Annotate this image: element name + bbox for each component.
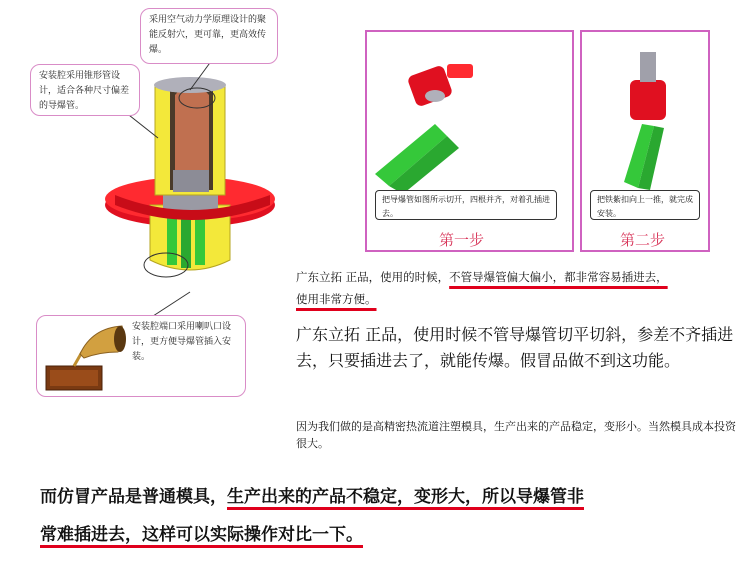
- paragraph-precision-mold: [296, 418, 736, 452]
- callout-tapered-cavity: [30, 64, 140, 116]
- paragraph-counterfeit: [40, 478, 720, 554]
- callout-horn-text: 安装腔端口采用喇叭口设计，更方便导爆管插入安装。: [132, 322, 232, 362]
- para1-tail: 使用非常方便。: [296, 292, 377, 306]
- para4-tail: 常难插进去，这样可以实际操作对比一下。: [40, 525, 363, 545]
- paragraph-easy-insert: [296, 266, 741, 310]
- callout-reflector-text: 采用空气动力学原理设计的聚能反射穴，更可靠，更高效传爆。: [149, 15, 267, 55]
- para4-highlight: 生产出来的产品不稳定，变形大，所以导爆管非: [227, 487, 584, 507]
- step-one-panel: [365, 30, 574, 252]
- gramophone-image: [42, 322, 130, 394]
- para4-lead: 而仿冒产品是普通模具，: [40, 487, 227, 507]
- step-one-label: 第一步: [439, 231, 485, 249]
- step-one-instruction: 把导爆管如图所示切开，四根并齐，对着孔插进去。: [382, 195, 550, 218]
- step-one-instruction-box: [375, 190, 557, 220]
- callout-tapered-text: 安装腔采用锥形管设计，适合各种尺寸偏差的导爆管。: [39, 71, 130, 111]
- para1-highlight: 不管导爆管偏大偏小，都非常容易插进去，: [449, 270, 668, 284]
- callout-reflector-cavity: [140, 8, 278, 64]
- step-two-label: 第二步: [620, 231, 666, 249]
- para3-text: 因为我们做的是高精密热流道注塑模具，生产出来的产品稳定，变形小。当然模具成本投资很大。: [296, 420, 736, 450]
- para2-text: 广东立拓 正品，使用时候不管导爆管切平切斜，参差不齐插进去，只要插进去了，就能传爆。假冒品做不到这功能。: [296, 325, 734, 370]
- step-two-illustration: [588, 42, 706, 192]
- step-two-instruction-box: [590, 190, 700, 220]
- step-one-illustration: [375, 44, 565, 204]
- paragraph-cut-flat-or-slant: [296, 322, 740, 374]
- para1-lead: 广东立拓 正品，使用的时候，: [296, 270, 450, 284]
- step-two-panel: [580, 30, 710, 252]
- step-two-instruction: 把铁紫扣向上一推，就完成安装。: [597, 195, 693, 218]
